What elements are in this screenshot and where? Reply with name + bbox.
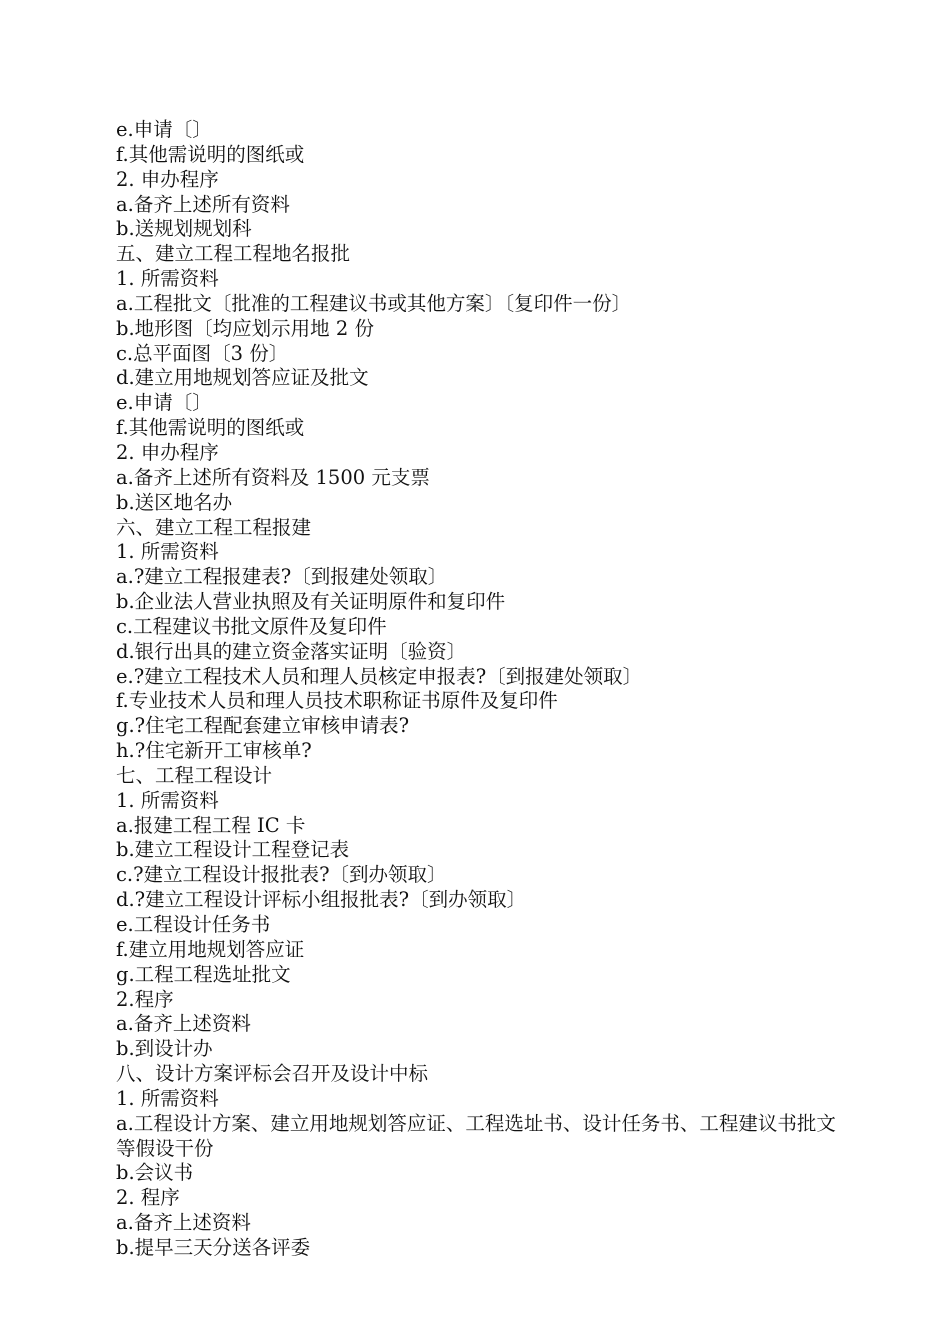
text-line: e.申请〔〕 xyxy=(116,391,212,415)
text-line: d.?建立工程设计评标小组报批表?〔到办领取〕 xyxy=(116,888,527,912)
text-line: h.?住宅新开工审核单? xyxy=(116,739,312,763)
text-line: 2. 申办程序 xyxy=(116,440,219,464)
text-line: b.提早三天分送各评委 xyxy=(116,1235,311,1259)
text-line: 1. 所需资料 xyxy=(116,1086,219,1110)
text-paragraph: a.工程设计方案、建立用地规划答应证、工程选址书、设计任务书、工程建议书批文等假设干份 xyxy=(116,1111,836,1160)
text-line: b.地形图〔均应划示用地 2 份 xyxy=(116,316,374,340)
text-line: d.银行出具的建立资金落实证明〔验资〕 xyxy=(116,639,467,663)
text-line: g.工程工程选址批文 xyxy=(116,962,291,986)
text-line: 1. 所需资料 xyxy=(116,540,219,564)
text-line: a.?建立工程报建表?〔到报建处领取〕 xyxy=(116,565,448,589)
text-line: g.?住宅工程配套建立审核申请表? xyxy=(116,714,410,738)
text-line: e.工程设计任务书 xyxy=(116,913,271,936)
text-line: e.申请〔〕 xyxy=(116,118,212,141)
text-line: 2. 申办程序 xyxy=(116,167,219,191)
section-heading: 六、建立工程工程报建 xyxy=(116,515,312,539)
text-line: e.?建立工程技术人员和理人员核定申报表?〔到报建处领取〕 xyxy=(116,664,643,688)
text-line: 1. 所需资料 xyxy=(116,788,219,812)
document-body xyxy=(116,118,836,1261)
text-line: 2. 程序 xyxy=(116,1186,180,1210)
text-line: f.专业技术人员和理人员技术职称证书原件及复印件 xyxy=(116,689,558,713)
text-line: a.备齐上述所有资料及 1500 元支票 xyxy=(116,465,430,489)
text-line: 1. 所需资料 xyxy=(116,267,219,291)
text-line: b.会议书 xyxy=(116,1161,194,1185)
text-line: c.?建立工程设计报批表?〔到办领取〕 xyxy=(116,863,447,887)
text-line: b.到设计办 xyxy=(116,1037,213,1061)
text-line: f.其他需说明的图纸或 xyxy=(116,142,305,166)
section-heading: 五、建立工程工程地名报批 xyxy=(116,242,351,266)
text-line: b.送区地名办 xyxy=(116,490,233,514)
section-heading: 八、设计方案评标会召开及设计中标 xyxy=(116,1062,429,1086)
text-line: a.报建工程工程 IC 卡 xyxy=(116,813,306,837)
text-line: a.工程批文〔批准的工程建议书或其他方案〕〔复印件一份〕 xyxy=(116,291,632,315)
text-line: c.工程建议书批文原件及复印件 xyxy=(116,614,387,638)
text-line: a.备齐上述资料 xyxy=(116,1211,251,1235)
text-line: b.企业法人营业执照及有关证明原件和复印件 xyxy=(116,590,506,614)
text-line: d.建立用地规划答应证及批文 xyxy=(116,366,369,390)
text-line: c.总平面图〔3 份〕 xyxy=(116,341,289,365)
section-heading: 七、工程工程设计 xyxy=(116,763,273,787)
text-line: 2.程序 xyxy=(116,987,174,1011)
text-line: b.建立工程设计工程登记表 xyxy=(116,838,350,862)
text-line: b.送规划规划科 xyxy=(116,217,252,241)
text-line: f.建立用地规划答应证 xyxy=(116,937,305,961)
text-line: a.备齐上述所有资料 xyxy=(116,192,290,216)
text-line: f.其他需说明的图纸或 xyxy=(116,416,305,440)
text-line: a.备齐上述资料 xyxy=(116,1012,251,1036)
